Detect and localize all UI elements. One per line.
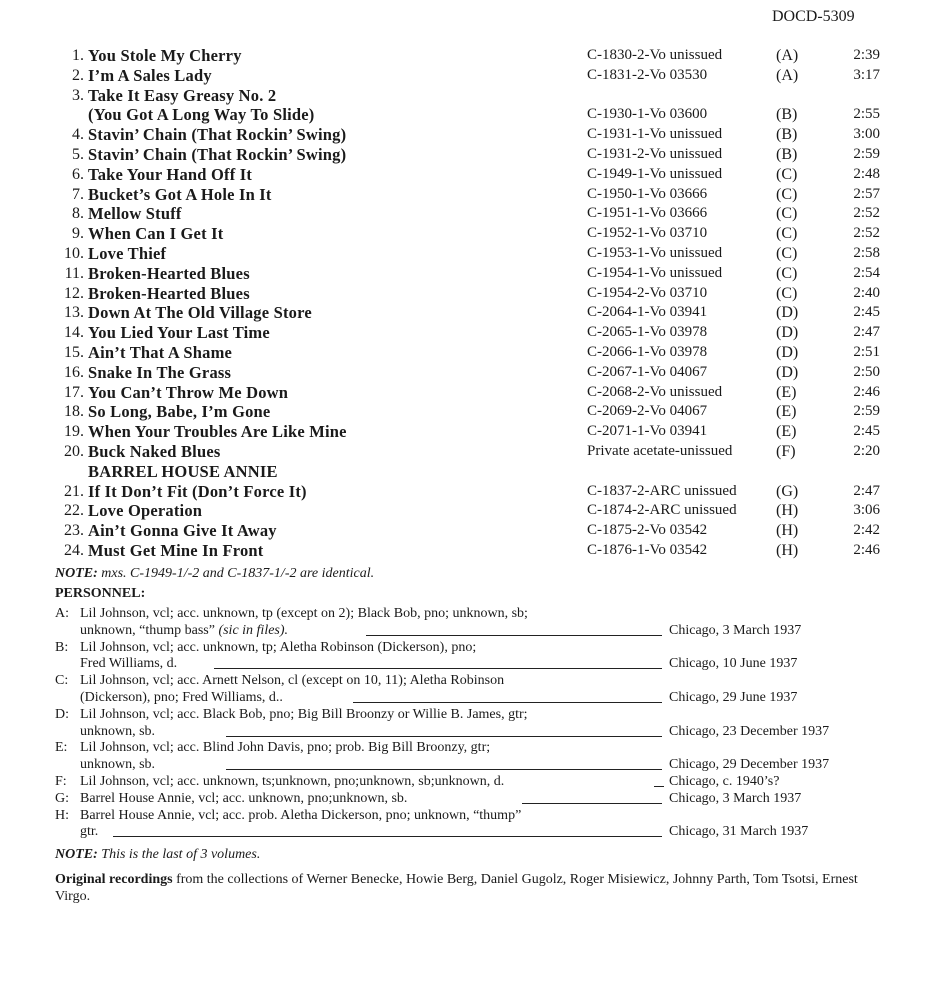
track-row bbox=[0, 204, 937, 224]
personnel-text-main: (Dickerson), pno; Fred Williams, d.. bbox=[80, 689, 283, 705]
track-title: Love Operation bbox=[88, 501, 203, 521]
leader-rule bbox=[366, 635, 662, 636]
track-row bbox=[0, 105, 937, 125]
track-row bbox=[0, 402, 937, 422]
track-matrix: C-1954-2-Vo 03710 bbox=[587, 284, 708, 301]
track-matrix: C-1950-1-Vo 03666 bbox=[587, 185, 708, 202]
track-number: 24. bbox=[64, 541, 84, 559]
personnel-entry-continued bbox=[0, 724, 937, 741]
track-duration: 2:45 bbox=[853, 423, 880, 440]
personnel-entry bbox=[0, 774, 937, 791]
personnel-entry bbox=[0, 808, 937, 825]
personnel-text-main: gtr. bbox=[80, 824, 99, 840]
personnel-entry-continued bbox=[0, 656, 937, 673]
track-row bbox=[0, 86, 937, 106]
track-row bbox=[0, 501, 937, 521]
track-title: When Your Troubles Are Like Mine bbox=[88, 422, 347, 442]
original-recordings bbox=[55, 871, 875, 905]
track-number: 6. bbox=[72, 165, 84, 183]
track-matrix: C-1954-1-Vo unissued bbox=[587, 264, 723, 281]
track-title: Stavin’ Chain (That Rockin’ Swing) bbox=[88, 144, 347, 164]
note-label: NOTE: bbox=[55, 847, 98, 862]
track-matrix: C-1951-1-Vo 03666 bbox=[587, 205, 708, 222]
personnel-text bbox=[80, 656, 177, 673]
track-title: (You Got A Long Way To Slide) bbox=[88, 105, 315, 125]
track-matrix: C-1931-1-Vo unissued bbox=[587, 126, 723, 143]
session-letter: F: bbox=[55, 773, 67, 789]
personnel-entry-continued bbox=[0, 824, 937, 841]
personnel-entry bbox=[0, 740, 937, 757]
track-title: Ain’t Gonna Give It Away bbox=[88, 521, 277, 541]
track-session-code: (F) bbox=[776, 442, 796, 460]
personnel-text-main: unknown, sb. bbox=[80, 723, 156, 739]
track-number: 4. bbox=[72, 126, 84, 144]
track-session-code: (C) bbox=[776, 284, 798, 302]
personnel-entry bbox=[0, 606, 937, 623]
session-letter: B: bbox=[55, 639, 69, 655]
track-duration: 2:48 bbox=[853, 165, 880, 182]
track-number: 12. bbox=[64, 284, 84, 302]
session-letter: C: bbox=[55, 673, 69, 689]
leader-rule bbox=[214, 668, 662, 669]
note-last-volume bbox=[55, 847, 260, 863]
track-row bbox=[0, 224, 937, 244]
track-number: 11. bbox=[64, 264, 84, 282]
track-row bbox=[0, 165, 937, 185]
track-matrix: C-1952-1-Vo 03710 bbox=[587, 225, 708, 242]
track-title: Ain’t That A Shame bbox=[88, 342, 233, 362]
track-title: Down At The Old Village Store bbox=[88, 303, 312, 323]
track-row bbox=[0, 343, 937, 363]
track-number: 8. bbox=[72, 205, 84, 223]
personnel-entry bbox=[0, 673, 937, 690]
track-number: 16. bbox=[64, 363, 84, 381]
track-matrix: C-1830-2-Vo unissued bbox=[587, 47, 723, 63]
catalog-number: DOCD-5309 bbox=[772, 8, 855, 25]
session-place-date: Chicago, 3 March 1937 bbox=[669, 622, 802, 638]
personnel-text-main: unknown, sb. bbox=[80, 757, 156, 773]
track-number: 14. bbox=[64, 324, 84, 342]
track-matrix: C-2065-1-Vo 03978 bbox=[587, 324, 708, 341]
track-number: 17. bbox=[64, 383, 84, 401]
personnel-entry bbox=[0, 707, 937, 724]
session-place-date: Chicago, 29 June 1937 bbox=[669, 689, 798, 705]
track-duration: 2:50 bbox=[853, 363, 880, 380]
personnel-text: Barrel House Annie, vcl; acc. unknown, pno;unknown, sb. bbox=[80, 790, 408, 806]
track-title: Buck Naked Blues bbox=[88, 441, 221, 461]
leader-rule bbox=[654, 786, 664, 787]
personnel-text: Lil Johnson, vcl; acc. unknown, tp; Aletha Robinson (Dickerson), pno; bbox=[80, 639, 477, 655]
note-identical bbox=[55, 566, 374, 582]
track-title: Snake In The Grass bbox=[88, 362, 232, 382]
track-row bbox=[0, 46, 937, 66]
personnel-text: Lil Johnson, vcl; acc. unknown, tp (except on 2); Black Bob, pno; unknown, sb; bbox=[80, 606, 528, 621]
leader-rule bbox=[522, 803, 662, 804]
track-duration: 2:45 bbox=[853, 304, 880, 321]
track-number: 13. bbox=[64, 304, 84, 322]
track-duration: 2:52 bbox=[853, 205, 880, 222]
track-title: You Lied Your Last Time bbox=[88, 323, 270, 343]
track-title: Broken-Hearted Blues bbox=[88, 263, 250, 283]
personnel-text: Lil Johnson, vcl; acc. Black Bob, pno; Big Bill Broonzy or Willie B. James, gtr; bbox=[80, 706, 528, 722]
track-row bbox=[0, 125, 937, 145]
track-duration: 3:00 bbox=[853, 126, 880, 143]
track-session-code: (B) bbox=[776, 145, 798, 163]
track-session-code: (H) bbox=[776, 522, 799, 540]
track-session-code: (C) bbox=[776, 205, 798, 223]
session-place-date: Chicago, 23 December 1937 bbox=[669, 723, 830, 739]
track-row bbox=[0, 303, 937, 323]
track-matrix: C-2071-1-Vo 03941 bbox=[587, 423, 708, 440]
track-row bbox=[0, 185, 937, 205]
track-session-code: (D) bbox=[776, 363, 799, 381]
track-row bbox=[0, 462, 937, 482]
track-number: 10. bbox=[64, 244, 84, 262]
session-place-date: Chicago, 29 December 1937 bbox=[669, 757, 830, 773]
leader-rule bbox=[226, 769, 662, 770]
personnel-text-main: Fred Williams, d. bbox=[80, 656, 178, 672]
track-duration: 2:39 bbox=[853, 47, 880, 63]
track-duration: 2:58 bbox=[853, 244, 880, 261]
track-row bbox=[0, 383, 937, 403]
track-matrix: C-2067-1-Vo 04067 bbox=[587, 363, 708, 380]
personnel-text: Lil Johnson, vcl; acc. Arnett Nelson, cl (except on 10, 11); Aletha Robinson bbox=[80, 673, 505, 689]
track-matrix: C-1874-2-ARC unissued bbox=[587, 502, 737, 519]
track-duration: 3:06 bbox=[853, 502, 880, 519]
track-number: 19. bbox=[64, 423, 84, 441]
leader-rule bbox=[226, 736, 662, 737]
personnel-text-italic: (sic in files). bbox=[214, 622, 289, 638]
track-matrix: C-1931-2-Vo unissued bbox=[587, 145, 723, 162]
track-title: Love Thief bbox=[88, 243, 167, 263]
track-list bbox=[0, 46, 937, 561]
track-session-code: (B) bbox=[776, 106, 798, 124]
session-place-date: Chicago, 31 March 1937 bbox=[669, 824, 809, 840]
track-title: Bucket’s Got A Hole In It bbox=[88, 184, 272, 204]
track-number: 15. bbox=[64, 343, 84, 361]
track-duration: 2:54 bbox=[853, 264, 880, 281]
personnel-heading: PERSONNEL: bbox=[55, 586, 146, 601]
track-title: When Can I Get It bbox=[88, 224, 224, 244]
track-number: 7. bbox=[72, 185, 84, 203]
session-letter: A: bbox=[55, 606, 69, 621]
track-duration: 2:55 bbox=[853, 106, 880, 123]
note-text: This is the last of 3 volumes. bbox=[101, 847, 261, 862]
track-row bbox=[0, 541, 937, 561]
track-session-code: (D) bbox=[776, 304, 799, 322]
track-row bbox=[0, 66, 937, 86]
track-row bbox=[0, 244, 937, 264]
track-session-code: (E) bbox=[776, 403, 797, 421]
original-recordings-label: Original recordings bbox=[55, 872, 173, 887]
track-title: I’m A Sales Lady bbox=[88, 65, 212, 85]
track-session-code: (H) bbox=[776, 541, 799, 559]
personnel-text bbox=[80, 724, 155, 741]
track-number: 18. bbox=[64, 403, 84, 421]
track-row bbox=[0, 264, 937, 284]
track-duration: 2:42 bbox=[853, 522, 880, 539]
track-title: You Can’t Throw Me Down bbox=[88, 382, 289, 402]
session-letter: D: bbox=[55, 706, 69, 722]
track-title: Take Your Hand Off It bbox=[88, 164, 253, 184]
track-title: BARREL HOUSE ANNIE bbox=[88, 461, 278, 481]
track-matrix: C-2068-2-Vo unissued bbox=[587, 383, 723, 400]
track-duration: 2:51 bbox=[853, 343, 880, 360]
track-session-code: (C) bbox=[776, 185, 798, 203]
track-matrix: C-1876-1-Vo 03542 bbox=[587, 541, 708, 558]
track-duration: 2:59 bbox=[853, 145, 880, 162]
leader-rule bbox=[353, 702, 662, 703]
track-row bbox=[0, 442, 937, 462]
session-letter: H: bbox=[55, 807, 69, 823]
personnel-text bbox=[80, 824, 98, 841]
track-session-code: (E) bbox=[776, 383, 797, 401]
track-number: 3. bbox=[72, 86, 84, 104]
track-matrix: C-1837-2-ARC unissued bbox=[587, 482, 737, 499]
track-number: 5. bbox=[72, 145, 84, 163]
track-duration: 2:47 bbox=[853, 324, 880, 341]
session-place-date: Chicago, c. 1940’s? bbox=[669, 773, 780, 789]
track-session-code: (C) bbox=[776, 165, 798, 183]
track-matrix: C-1930-1-Vo 03600 bbox=[587, 106, 708, 123]
track-matrix: C-2066-1-Vo 03978 bbox=[587, 343, 708, 360]
track-duration: 2:47 bbox=[853, 482, 880, 499]
track-title: Broken-Hearted Blues bbox=[88, 283, 250, 303]
personnel-list bbox=[0, 606, 937, 841]
track-matrix: C-2064-1-Vo 03941 bbox=[587, 304, 708, 321]
track-title: You Stole My Cherry bbox=[88, 46, 242, 65]
track-number: 22. bbox=[64, 502, 84, 520]
track-number: 2. bbox=[72, 66, 84, 84]
track-number: 21. bbox=[64, 482, 84, 500]
track-row bbox=[0, 482, 937, 502]
track-title: Stavin’ Chain (That Rockin’ Swing) bbox=[88, 125, 347, 145]
track-row bbox=[0, 521, 937, 541]
original-recordings-text: from the collections of Werner Benecke, Howie Berg, Daniel Gugolz, Roger Misiewicz, Johnny Parth, Tom Tsotsi, Ernest Virgo. bbox=[55, 872, 858, 904]
track-row bbox=[0, 284, 937, 304]
track-title: So Long, Babe, I’m Gone bbox=[88, 402, 271, 422]
track-duration: 2:52 bbox=[853, 225, 880, 242]
session-letter: G: bbox=[55, 790, 69, 806]
track-session-code: (D) bbox=[776, 324, 799, 342]
track-duration: 2:59 bbox=[853, 403, 880, 420]
personnel-text bbox=[80, 690, 283, 707]
track-session-code: (E) bbox=[776, 423, 797, 441]
track-number: 20. bbox=[64, 442, 84, 460]
track-number: 1. bbox=[72, 47, 84, 64]
track-title: Take It Easy Greasy No. 2 bbox=[88, 85, 277, 105]
track-row bbox=[0, 323, 937, 343]
track-number: 23. bbox=[64, 522, 84, 540]
track-title: Must Get Mine In Front bbox=[88, 540, 264, 560]
track-matrix: C-1949-1-Vo unissued bbox=[587, 165, 723, 182]
track-title: Mellow Stuff bbox=[88, 204, 182, 224]
session-place-date: Chicago, 10 June 1937 bbox=[669, 656, 798, 672]
track-session-code: (C) bbox=[776, 225, 798, 243]
track-session-code: (D) bbox=[776, 343, 799, 361]
track-session-code: (A) bbox=[776, 47, 799, 64]
personnel-text-main: unknown, “thump bass” bbox=[80, 622, 215, 638]
track-number: 9. bbox=[72, 225, 84, 243]
track-matrix: C-1831-2-Vo 03530 bbox=[587, 66, 708, 83]
personnel-text: Barrel House Annie, vcl; acc. prob. Aletha Dickerson, pno; unknown, “thump” bbox=[80, 807, 522, 823]
track-matrix: C-1875-2-Vo 03542 bbox=[587, 522, 708, 539]
personnel-text: Lil Johnson, vcl; acc. Blind John Davis, pno; prob. Big Bill Broonzy, gtr; bbox=[80, 740, 491, 756]
track-session-code: (A) bbox=[776, 66, 799, 84]
track-session-code: (C) bbox=[776, 264, 798, 282]
personnel-text: Lil Johnson, vcl; acc. unknown, ts;unknown, pno;unknown, sb;unknown, d. bbox=[80, 773, 505, 789]
personnel-entry-continued bbox=[0, 623, 937, 640]
track-duration: 2:57 bbox=[853, 185, 880, 202]
track-row bbox=[0, 145, 937, 165]
personnel-entry-continued bbox=[0, 757, 937, 774]
track-session-code: (C) bbox=[776, 244, 798, 262]
personnel-text bbox=[80, 757, 155, 774]
track-session-code: (G) bbox=[776, 482, 799, 500]
track-matrix: C-2069-2-Vo 04067 bbox=[587, 403, 708, 420]
track-matrix: Private acetate-unissued bbox=[587, 442, 733, 459]
personnel-entry-continued bbox=[0, 690, 937, 707]
track-matrix: C-1953-1-Vo unissued bbox=[587, 244, 723, 261]
note-label: NOTE: bbox=[55, 566, 98, 581]
track-title: If It Don’t Fit (Don’t Force It) bbox=[88, 481, 307, 501]
track-session-code: (B) bbox=[776, 126, 798, 144]
personnel-entry bbox=[0, 791, 937, 808]
personnel-text bbox=[80, 623, 288, 640]
note-text: mxs. C-1949-1/-2 and C-1837-1/-2 are identical. bbox=[101, 566, 375, 581]
track-row bbox=[0, 363, 937, 383]
session-place-date: Chicago, 3 March 1937 bbox=[669, 790, 802, 806]
track-duration: 2:40 bbox=[853, 284, 880, 301]
track-duration: 2:46 bbox=[853, 383, 880, 400]
track-session-code: (H) bbox=[776, 502, 799, 520]
session-letter: E: bbox=[55, 740, 68, 756]
leader-rule bbox=[113, 836, 662, 837]
personnel-entry bbox=[0, 640, 937, 657]
track-row bbox=[0, 422, 937, 442]
track-duration: 2:20 bbox=[853, 442, 880, 459]
track-duration: 2:46 bbox=[853, 541, 880, 558]
track-duration: 3:17 bbox=[853, 66, 880, 83]
